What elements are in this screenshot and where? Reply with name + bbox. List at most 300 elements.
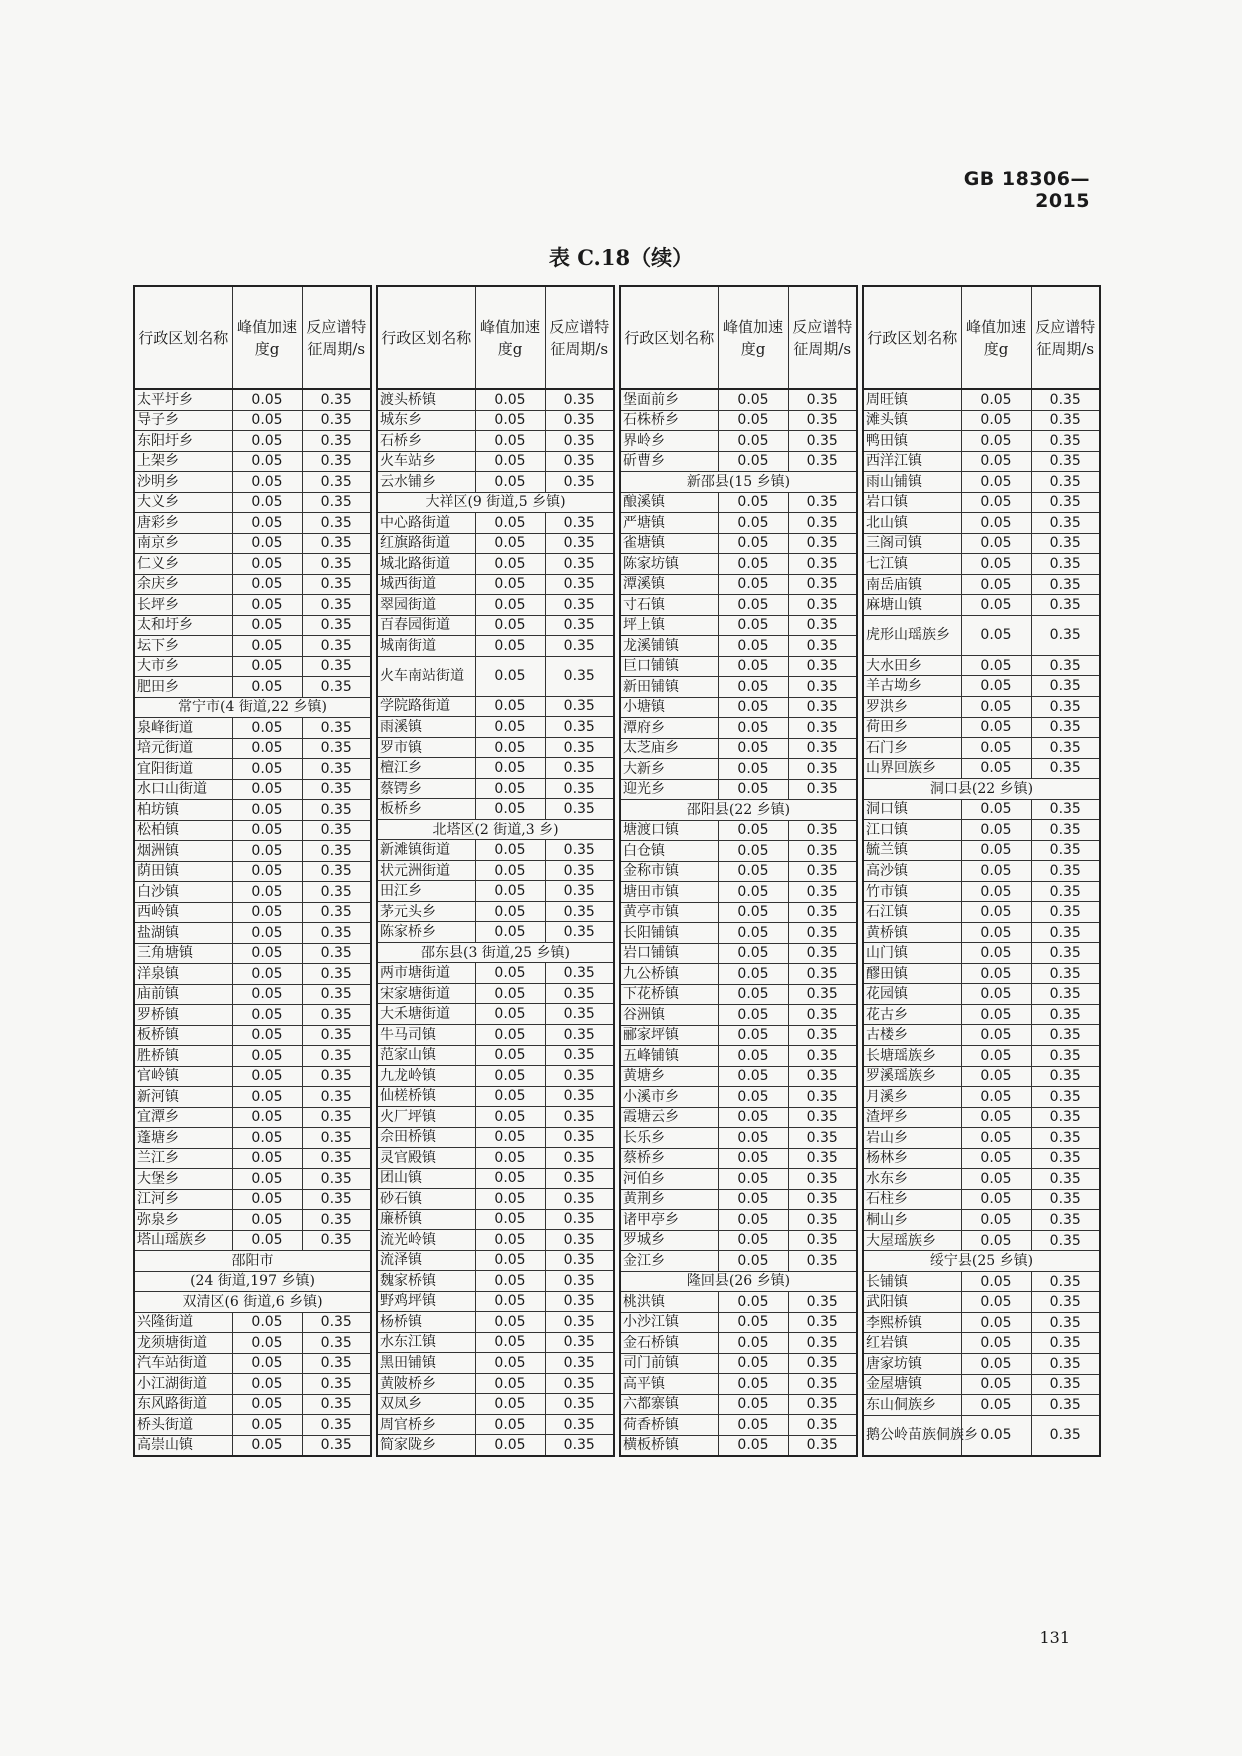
table-row [620, 738, 857, 759]
region-name: 石桥乡 [377, 431, 475, 452]
table-row [863, 1292, 1100, 1313]
table-row [377, 1127, 614, 1148]
characteristic-period: 0.35 [545, 1291, 614, 1312]
peak-acceleration: 0.05 [718, 574, 788, 595]
characteristic-period: 0.35 [302, 943, 371, 964]
region-name: 黑田铺镇 [377, 1353, 475, 1374]
peak-acceleration: 0.05 [718, 615, 788, 636]
region-name: 九公桥镇 [620, 964, 718, 985]
table-row [863, 799, 1100, 820]
table-row [620, 431, 857, 452]
table-row [134, 902, 371, 923]
peak-acceleration: 0.05 [961, 963, 1031, 984]
region-name: 上架乡 [134, 451, 232, 472]
characteristic-period: 0.35 [788, 1087, 857, 1108]
peak-acceleration: 0.05 [232, 410, 302, 431]
peak-acceleration: 0.05 [232, 738, 302, 759]
table-row [134, 513, 371, 534]
region-name: 小溪市乡 [620, 1087, 718, 1108]
characteristic-period: 0.35 [302, 1148, 371, 1169]
peak-acceleration: 0.05 [961, 758, 1031, 779]
header-name: 行政区划名称 [377, 286, 475, 389]
table-row [620, 1312, 857, 1333]
characteristic-period: 0.35 [788, 615, 857, 636]
peak-acceleration: 0.05 [475, 1250, 545, 1271]
table-row [134, 1312, 371, 1333]
region-name: 檀江乡 [377, 758, 475, 779]
table-row [377, 1004, 614, 1025]
region-name: 西岭镇 [134, 902, 232, 923]
region-name: 官岭镇 [134, 1066, 232, 1087]
characteristic-period: 0.35 [545, 636, 614, 657]
peak-acceleration: 0.05 [475, 1148, 545, 1169]
peak-acceleration: 0.05 [475, 1435, 545, 1456]
region-name: 仙槎桥镇 [377, 1086, 475, 1107]
characteristic-period: 0.35 [302, 1189, 371, 1210]
table-row [863, 1210, 1100, 1231]
region-name: 花古乡 [863, 1004, 961, 1025]
characteristic-period: 0.35 [545, 1394, 614, 1415]
region-name: 唐家坊镇 [863, 1353, 961, 1374]
characteristic-period: 0.35 [788, 1292, 857, 1313]
peak-acceleration: 0.05 [718, 410, 788, 431]
region-name: 武阳镇 [863, 1292, 961, 1313]
characteristic-period: 0.35 [302, 1312, 371, 1333]
table-row [377, 881, 614, 902]
table-row [377, 431, 614, 452]
table-row [863, 1169, 1100, 1190]
characteristic-period: 0.35 [302, 1087, 371, 1108]
table-row [863, 1189, 1100, 1210]
peak-acceleration: 0.05 [232, 554, 302, 575]
peak-acceleration: 0.05 [718, 1189, 788, 1210]
characteristic-period: 0.35 [545, 554, 614, 575]
region-name: 岩口镇 [863, 492, 961, 513]
table-row [377, 1086, 614, 1107]
characteristic-period: 0.35 [302, 1169, 371, 1190]
peak-acceleration: 0.05 [961, 1230, 1031, 1251]
characteristic-period: 0.35 [545, 1148, 614, 1169]
region-name: 桐山乡 [863, 1210, 961, 1231]
characteristic-period: 0.35 [302, 1435, 371, 1456]
peak-acceleration: 0.05 [961, 820, 1031, 841]
region-name: 城西街道 [377, 574, 475, 595]
region-name: 石株桥乡 [620, 410, 718, 431]
region-name: 坪上镇 [620, 615, 718, 636]
region-name: 雨溪镇 [377, 717, 475, 738]
characteristic-period: 0.35 [545, 696, 614, 717]
table-row [863, 1312, 1100, 1333]
header-period: 反应谱特征周期/s [788, 286, 857, 389]
region-name: 金称市镇 [620, 861, 718, 882]
table-row [134, 964, 371, 985]
peak-acceleration: 0.05 [961, 840, 1031, 861]
table-row [377, 1332, 614, 1353]
region-name: 巨口铺镇 [620, 656, 718, 677]
characteristic-period: 0.35 [545, 881, 614, 902]
region-name: 雀塘镇 [620, 533, 718, 554]
peak-acceleration: 0.05 [232, 964, 302, 985]
table-row [377, 922, 614, 943]
region-name: 酿溪镇 [620, 492, 718, 513]
group-header-row [377, 942, 614, 963]
characteristic-period: 0.35 [788, 1394, 857, 1415]
peak-acceleration: 0.05 [961, 696, 1031, 717]
table-row [134, 1087, 371, 1108]
table-row [377, 1373, 614, 1394]
region-name: 横板桥镇 [620, 1435, 718, 1456]
table-row [134, 1189, 371, 1210]
region-name: 长塘瑶族乡 [863, 1046, 961, 1067]
peak-acceleration: 0.05 [718, 1066, 788, 1087]
characteristic-period: 0.35 [302, 410, 371, 431]
region-name: 坛下乡 [134, 636, 232, 657]
characteristic-period: 0.35 [545, 389, 614, 410]
characteristic-period: 0.35 [788, 1169, 857, 1190]
peak-acceleration: 0.05 [232, 574, 302, 595]
region-name: 周旺镇 [863, 389, 961, 410]
characteristic-period: 0.35 [788, 1230, 857, 1251]
peak-acceleration: 0.05 [718, 677, 788, 698]
table-row [863, 696, 1100, 717]
region-name: 罗市镇 [377, 737, 475, 758]
characteristic-period: 0.35 [302, 923, 371, 944]
group-header: 北塔区(2 街道,3 乡) [377, 819, 614, 840]
table-row [377, 1107, 614, 1128]
characteristic-period: 0.35 [1031, 1128, 1100, 1149]
table-row [863, 389, 1100, 410]
group-header-row [377, 819, 614, 840]
region-name: 陈家坊镇 [620, 554, 718, 575]
table-row [620, 1230, 857, 1251]
region-name: 河伯乡 [620, 1169, 718, 1190]
characteristic-period: 0.35 [302, 820, 371, 841]
region-name: 城东乡 [377, 410, 475, 431]
table-row [377, 1230, 614, 1251]
region-name: 白沙镇 [134, 882, 232, 903]
peak-acceleration: 0.05 [475, 1168, 545, 1189]
region-name: 月溪乡 [863, 1087, 961, 1108]
peak-acceleration: 0.05 [475, 1353, 545, 1374]
peak-acceleration: 0.05 [718, 984, 788, 1005]
table-row [620, 718, 857, 739]
peak-acceleration: 0.05 [232, 1169, 302, 1190]
table-row [863, 1395, 1100, 1416]
region-name: 茅元头乡 [377, 901, 475, 922]
standard-code: GB 18306—2015 [963, 168, 1090, 212]
characteristic-period: 0.35 [788, 861, 857, 882]
characteristic-period: 0.35 [302, 964, 371, 985]
characteristic-period: 0.35 [788, 1189, 857, 1210]
table-row [620, 923, 857, 944]
table-row [134, 1333, 371, 1354]
table-row [863, 1066, 1100, 1087]
table-row [377, 1414, 614, 1435]
region-name: 佘田桥镇 [377, 1127, 475, 1148]
table-row [134, 656, 371, 677]
characteristic-period: 0.35 [302, 1415, 371, 1436]
table-row [620, 1374, 857, 1395]
table-row [134, 1107, 371, 1128]
peak-acceleration: 0.05 [232, 1066, 302, 1087]
peak-acceleration: 0.05 [718, 759, 788, 780]
table-row [134, 389, 371, 410]
header-row [377, 286, 614, 389]
region-name: 火厂坪镇 [377, 1107, 475, 1128]
characteristic-period: 0.35 [788, 1210, 857, 1231]
characteristic-period: 0.35 [788, 492, 857, 513]
region-name: 板桥乡 [377, 799, 475, 820]
table-row [377, 737, 614, 758]
table-row [863, 717, 1100, 738]
table-row [863, 676, 1100, 697]
header-period: 反应谱特征周期/s [1031, 286, 1100, 389]
characteristic-period: 0.35 [545, 922, 614, 943]
group-header-row [134, 697, 371, 718]
characteristic-period: 0.35 [1031, 1395, 1100, 1416]
peak-acceleration: 0.05 [232, 636, 302, 657]
characteristic-period: 0.35 [302, 1107, 371, 1128]
peak-acceleration: 0.05 [961, 513, 1031, 534]
peak-acceleration: 0.05 [961, 984, 1031, 1005]
peak-acceleration: 0.05 [232, 533, 302, 554]
region-name: 余庆乡 [134, 574, 232, 595]
characteristic-period: 0.35 [302, 431, 371, 452]
region-name: 太平圩乡 [134, 389, 232, 410]
table-row [134, 1025, 371, 1046]
characteristic-period: 0.35 [1031, 1087, 1100, 1108]
peak-acceleration: 0.05 [232, 1189, 302, 1210]
region-name: 新滩镇街道 [377, 840, 475, 861]
characteristic-period: 0.35 [302, 533, 371, 554]
table-row [863, 1004, 1100, 1025]
characteristic-period: 0.35 [545, 431, 614, 452]
characteristic-period: 0.35 [545, 1353, 614, 1374]
peak-acceleration: 0.05 [232, 472, 302, 493]
peak-acceleration: 0.05 [475, 389, 545, 410]
characteristic-period: 0.35 [302, 861, 371, 882]
table-row [620, 759, 857, 780]
characteristic-period: 0.35 [1031, 943, 1100, 964]
peak-acceleration: 0.05 [232, 595, 302, 616]
table-row [863, 533, 1100, 554]
peak-acceleration: 0.05 [232, 943, 302, 964]
characteristic-period: 0.35 [788, 1435, 857, 1456]
characteristic-period: 0.35 [788, 841, 857, 862]
peak-acceleration: 0.05 [475, 1332, 545, 1353]
peak-acceleration: 0.05 [232, 1394, 302, 1415]
peak-acceleration: 0.05 [232, 1210, 302, 1231]
region-name: 司门前镇 [620, 1353, 718, 1374]
table-row [377, 595, 614, 616]
region-name: 龙须塘街道 [134, 1333, 232, 1354]
characteristic-period: 0.35 [545, 1086, 614, 1107]
table-row [620, 533, 857, 554]
table-row [620, 1353, 857, 1374]
peak-acceleration: 0.05 [232, 984, 302, 1005]
peak-acceleration: 0.05 [232, 841, 302, 862]
characteristic-period: 0.35 [545, 410, 614, 431]
region-name: 花园镇 [863, 984, 961, 1005]
peak-acceleration: 0.05 [961, 1353, 1031, 1374]
region-name: 唐彩乡 [134, 513, 232, 534]
region-name: 羊古坳乡 [863, 676, 961, 697]
characteristic-period: 0.35 [545, 1435, 614, 1456]
region-name: 黄桥镇 [863, 922, 961, 943]
characteristic-period: 0.35 [1031, 881, 1100, 902]
characteristic-period: 0.35 [545, 533, 614, 554]
peak-acceleration: 0.05 [232, 800, 302, 821]
table-row [134, 595, 371, 616]
table-row [620, 943, 857, 964]
peak-acceleration: 0.05 [232, 492, 302, 513]
table-row [863, 1107, 1100, 1128]
page-number: 131 [1039, 1628, 1070, 1647]
group-header-row [377, 492, 614, 513]
table-row [134, 1066, 371, 1087]
region-name: 城南街道 [377, 636, 475, 657]
table-row [863, 1374, 1100, 1395]
characteristic-period: 0.35 [302, 882, 371, 903]
region-name: 肥田乡 [134, 677, 232, 698]
region-name: 荷田乡 [863, 717, 961, 738]
table-row [377, 717, 614, 738]
group-header: (24 街道,197 乡镇) [134, 1271, 371, 1292]
region-name: 罗城乡 [620, 1230, 718, 1251]
region-name: 三阁司镇 [863, 533, 961, 554]
table-row [377, 636, 614, 657]
region-name: 蔡锷乡 [377, 778, 475, 799]
peak-acceleration: 0.05 [475, 901, 545, 922]
table-row [377, 1435, 614, 1456]
region-name: 雨山铺镇 [863, 472, 961, 493]
region-name: 东阳圩乡 [134, 431, 232, 452]
characteristic-period: 0.35 [1031, 1169, 1100, 1190]
table-row [134, 1169, 371, 1190]
data-table [133, 285, 1101, 1457]
header-pga: 峰值加速度g [718, 286, 788, 389]
table-row [863, 554, 1100, 575]
region-name: 长阳铺镇 [620, 923, 718, 944]
region-name: 山门镇 [863, 943, 961, 964]
table-row [134, 431, 371, 452]
peak-acceleration: 0.05 [232, 1435, 302, 1456]
characteristic-period: 0.35 [1031, 1148, 1100, 1169]
characteristic-period: 0.35 [302, 984, 371, 1005]
header-pga: 峰值加速度g [475, 286, 545, 389]
region-name: 水口山街道 [134, 779, 232, 800]
peak-acceleration: 0.05 [718, 943, 788, 964]
region-name: 迎光乡 [620, 779, 718, 800]
peak-acceleration: 0.05 [475, 1107, 545, 1128]
region-name: 塘渡口镇 [620, 820, 718, 841]
peak-acceleration: 0.05 [961, 574, 1031, 595]
table-row [377, 513, 614, 534]
peak-acceleration: 0.05 [232, 923, 302, 944]
table-row [863, 1415, 1100, 1456]
table-row [863, 738, 1100, 759]
peak-acceleration: 0.05 [718, 1210, 788, 1231]
region-name: 南京乡 [134, 533, 232, 554]
characteristic-period: 0.35 [545, 1414, 614, 1435]
peak-acceleration: 0.05 [475, 472, 545, 493]
characteristic-period: 0.35 [1031, 820, 1100, 841]
region-name: 水东乡 [863, 1169, 961, 1190]
region-name: 金屋塘镇 [863, 1374, 961, 1395]
peak-acceleration: 0.05 [232, 759, 302, 780]
characteristic-period: 0.35 [545, 615, 614, 636]
characteristic-period: 0.35 [302, 677, 371, 698]
characteristic-period: 0.35 [788, 759, 857, 780]
characteristic-period: 0.35 [545, 451, 614, 472]
characteristic-period: 0.35 [545, 1127, 614, 1148]
table-row [377, 963, 614, 984]
group-header: 邵阳市 [134, 1251, 371, 1272]
table-row [134, 984, 371, 1005]
peak-acceleration: 0.05 [961, 676, 1031, 697]
table-block-2 [376, 285, 615, 1457]
region-name: 严塘镇 [620, 513, 718, 534]
table-row [134, 1148, 371, 1169]
region-name: 宜阳街道 [134, 759, 232, 780]
characteristic-period: 0.35 [1031, 554, 1100, 575]
peak-acceleration: 0.05 [961, 1210, 1031, 1231]
table-row [134, 800, 371, 821]
region-name: 小塘镇 [620, 697, 718, 718]
characteristic-period: 0.35 [545, 1312, 614, 1333]
characteristic-period: 0.35 [545, 1004, 614, 1025]
table-row [863, 1025, 1100, 1046]
peak-acceleration: 0.05 [961, 1292, 1031, 1313]
peak-acceleration: 0.05 [718, 431, 788, 452]
table-row [134, 410, 371, 431]
table-row [134, 759, 371, 780]
region-name: 江口镇 [863, 820, 961, 841]
peak-acceleration: 0.05 [232, 677, 302, 698]
characteristic-period: 0.35 [788, 1107, 857, 1128]
table-row [620, 779, 857, 800]
peak-acceleration: 0.05 [475, 696, 545, 717]
characteristic-period: 0.35 [545, 983, 614, 1004]
peak-acceleration: 0.05 [718, 513, 788, 534]
table-row [863, 922, 1100, 943]
table-row [134, 472, 371, 493]
table-row [377, 389, 614, 410]
characteristic-period: 0.35 [302, 554, 371, 575]
group-header: 新邵县(15 乡镇) [620, 472, 857, 493]
characteristic-period: 0.35 [788, 431, 857, 452]
peak-acceleration: 0.05 [718, 451, 788, 472]
header-name: 行政区划名称 [863, 286, 961, 389]
region-name: 红旗路街道 [377, 533, 475, 554]
table-row [620, 1292, 857, 1313]
table-row [134, 677, 371, 698]
peak-acceleration: 0.05 [718, 1353, 788, 1374]
region-name: 蓬塘乡 [134, 1128, 232, 1149]
characteristic-period: 0.35 [788, 656, 857, 677]
characteristic-period: 0.35 [1031, 615, 1100, 655]
characteristic-period: 0.35 [1031, 840, 1100, 861]
region-name: 罗桥镇 [134, 1005, 232, 1026]
peak-acceleration: 0.05 [718, 1087, 788, 1108]
peak-acceleration: 0.05 [232, 1415, 302, 1436]
region-name: 水东江镇 [377, 1332, 475, 1353]
region-name: 简家陇乡 [377, 1435, 475, 1456]
table-row [620, 1251, 857, 1272]
table-row [620, 1210, 857, 1231]
region-name: 罗溪瑶族乡 [863, 1066, 961, 1087]
table-row [377, 901, 614, 922]
